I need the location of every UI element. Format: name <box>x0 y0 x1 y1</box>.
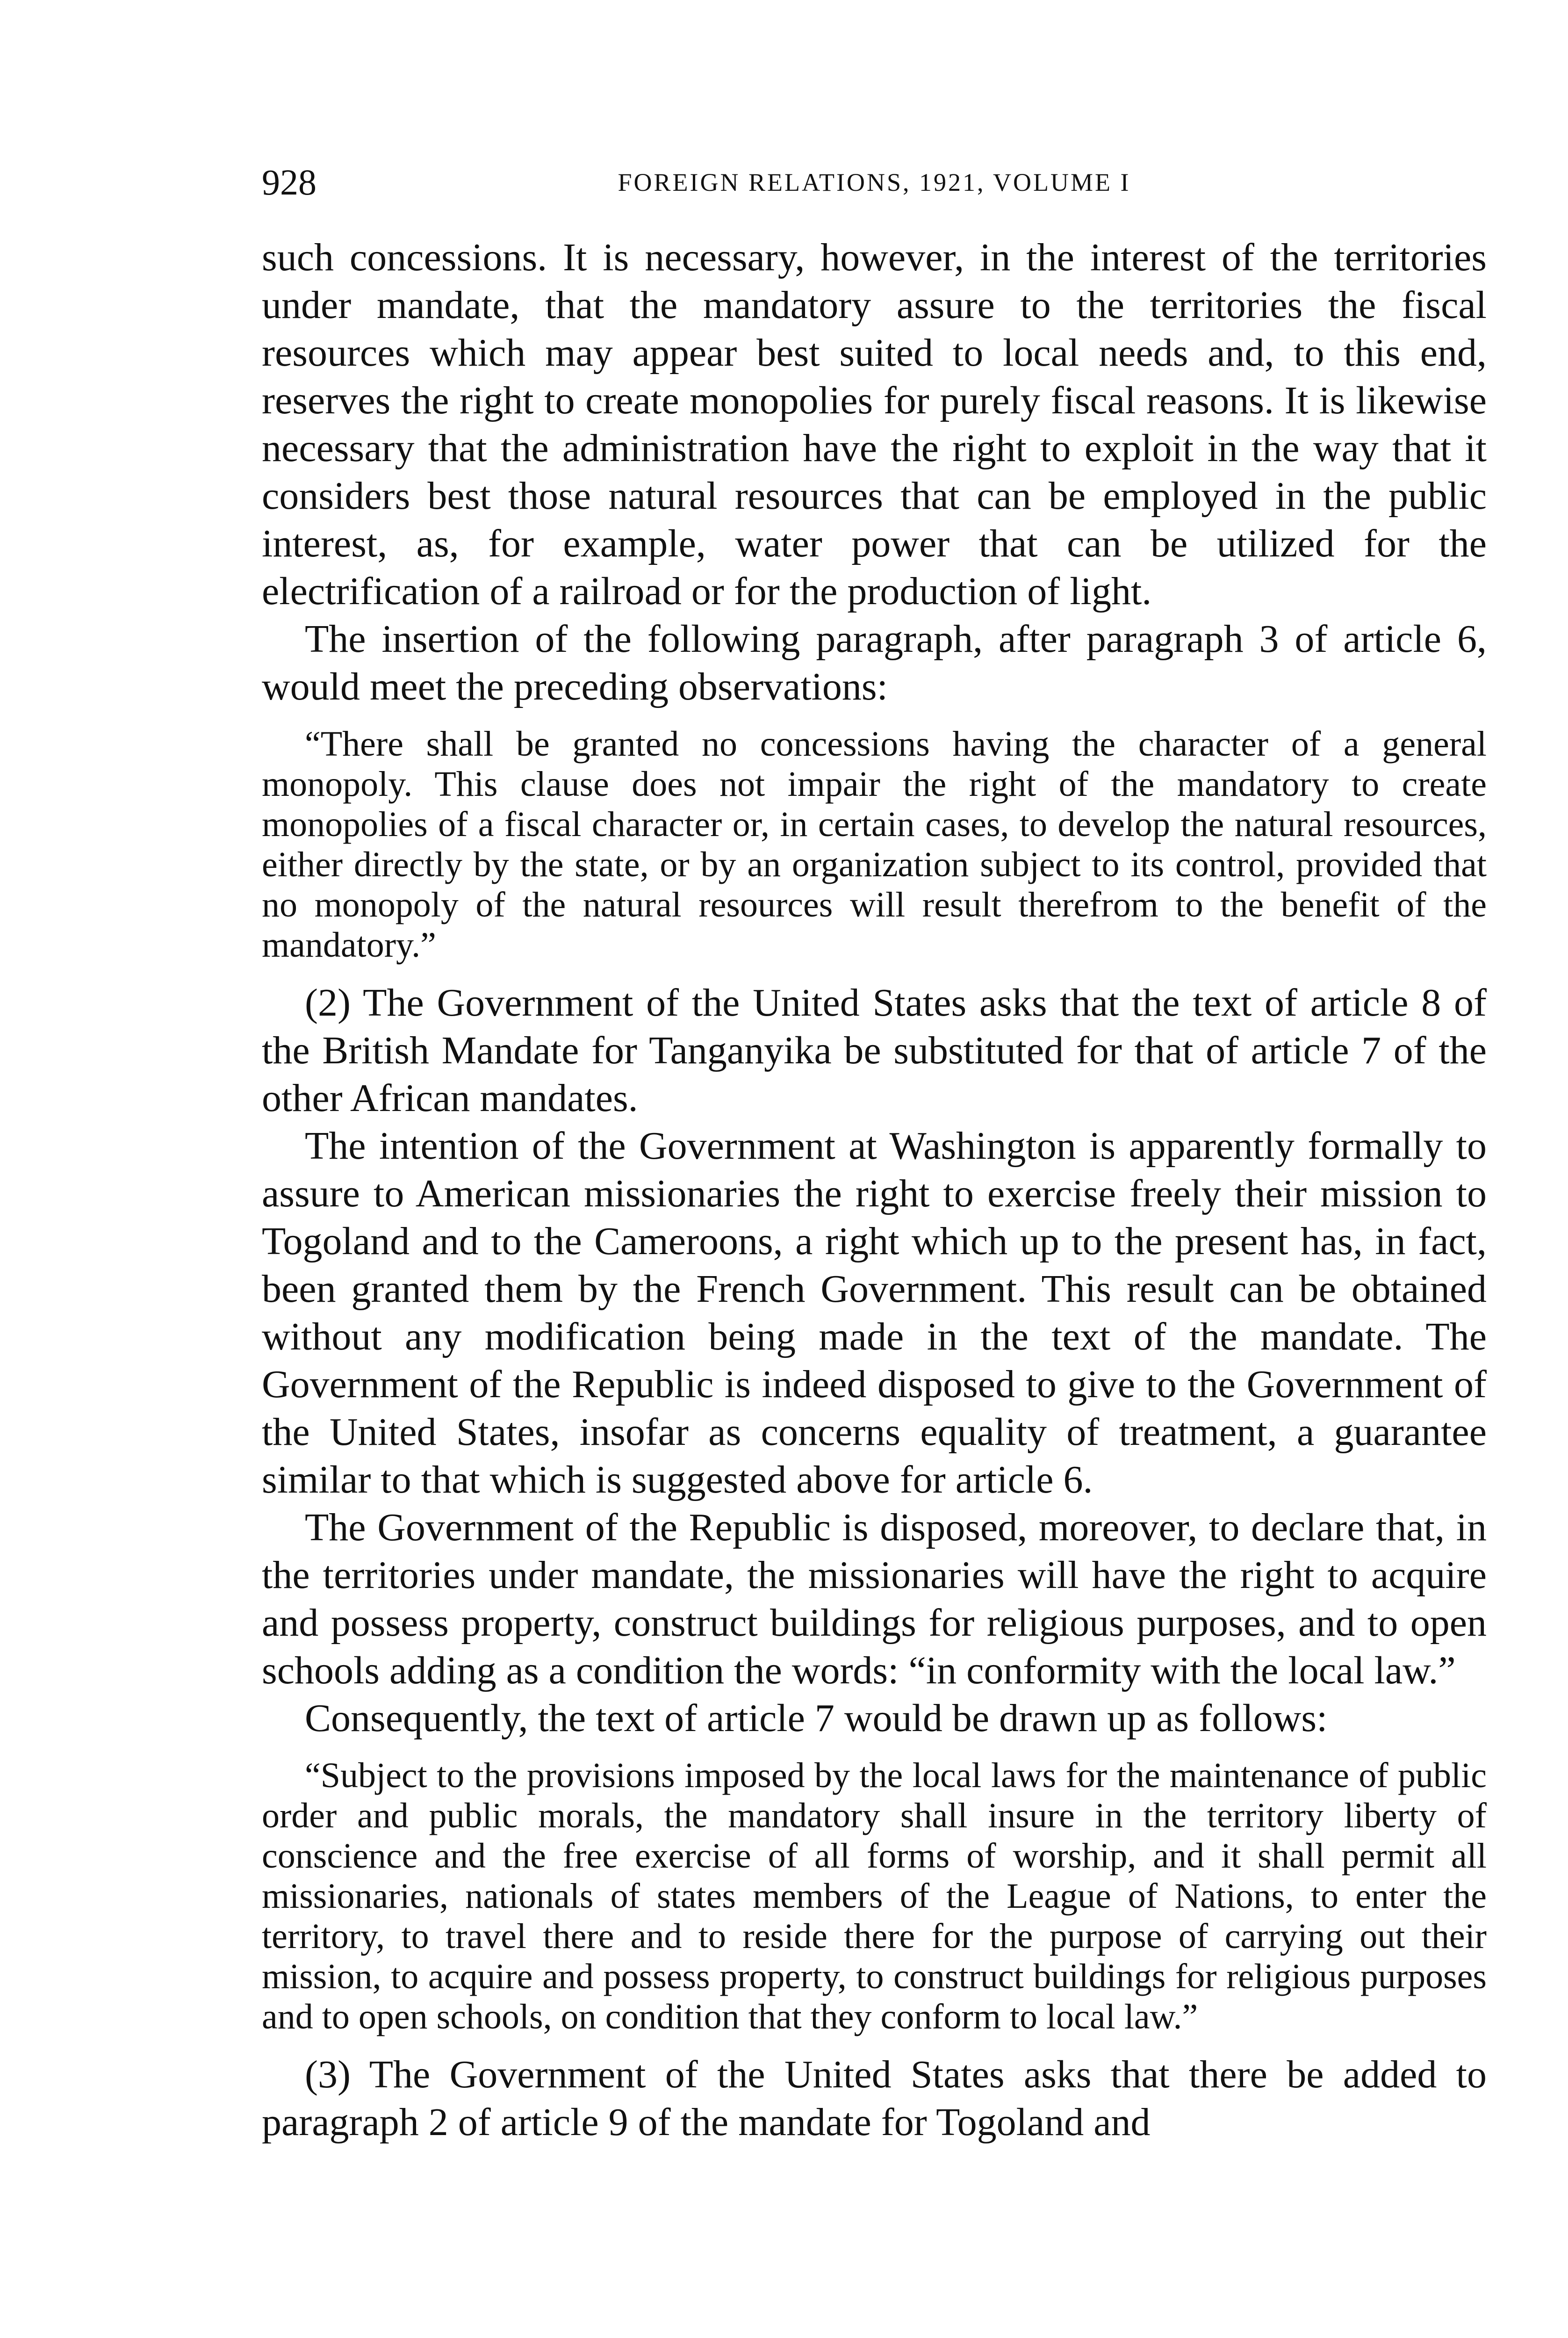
paragraph-concessions: such concessions. It is necessary, however, in the interest of the territories under mandate, that the mandatory assure to the territories the fiscal resources which may appear best suited to local needs and, to this end, reserves the right to create monopolies for purely fiscal reasons. It is likewise necessary that the administration have the right to exploit in the way that it considers best those natural resources that can be employed in the public interest, as, for example, water power that can be utilized for the electrification of a railroad or for the production of light. <box>262 236 1487 613</box>
page-number: 928 <box>262 162 316 202</box>
body-text <box>262 234 1487 2146</box>
paragraph-insertion: The insertion of the following paragraph, after paragraph 3 of article 6, would meet the preceding observations: <box>262 617 1487 708</box>
paragraph-item-2: (2) The Government of the United States asks that the text of article 8 of the British Mandate for Tanganyika be substituted for that of article 7 of the other African mandates. <box>262 981 1487 1120</box>
page-header <box>262 159 1487 206</box>
paragraph-intention: The intention of the Government at Washington is apparently formally to assure to American missionaries the right to exercise freely their mission to Togoland and to the Cameroons, a right which up to the present has, in fact, been granted them by the French Government. This result can be obtained without any modification being made in the text of the mandate. The Government of the Republic is indeed disposed to give to the Government of the United States, insofar as concerns equality of treatment, a guarantee similar to that which is suggested above for article 6. <box>262 1124 1487 1501</box>
paragraph-consequently: Consequently, the text of article 7 would be drawn up as follows: <box>305 1696 1328 1740</box>
running-head: FOREIGN RELATIONS, 1921, VOLUME I <box>618 168 1131 196</box>
quoted-monopoly-clause: “There shall be granted no concessions having the character of a general monopoly. This clause does not impair the right of the mandatory to create monopolies of a fiscal character or, in certain cases, to develop the natural resources, either directly by the state, or by an organization subject to its control, provided that no monopoly of the natural resources will result therefrom to the benefit of the mandatory.” <box>262 724 1487 965</box>
paragraph-missionaries: The Government of the Republic is disposed, moreover, to declare that, in the territories under mandate, the missionaries will have the right to acquire and possess property, construct buildings for religious purposes, and to open schools adding as a condition the words: “in conformity with the local law.” <box>262 1506 1487 1692</box>
quoted-article-7: “Subject to the provisions imposed by the local laws for the maintenance of public order and public morals, the mandatory shall insure in the territory liberty of conscience and the free exercise of all forms of worship, and it shall permit all missionaries, nationals of states members of the League of Nations, to enter the territory, to travel there and to reside there for the purpose of carrying out their mission, to acquire and possess property, to construct buildings for religious purposes and to open schools, on condition that they conform to local law.” <box>262 1756 1487 2036</box>
paragraph-item-3: (3) The Government of the United States asks that there be added to paragraph 2 of article 9 of the mandate for Togoland and <box>262 2053 1487 2144</box>
